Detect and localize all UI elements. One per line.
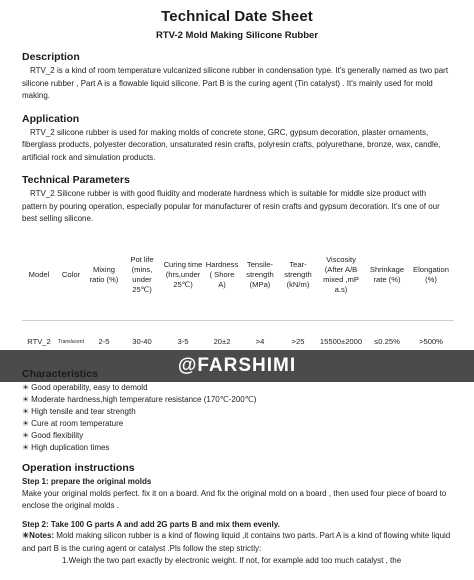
application-text: RTV_2 silicone rubber is used for making molds of concrete stone, GRC, gypsum decoration, plaster ornaments, fiberglass products, polyester decoration, unsaturated resin crafts, polyresin crafts, polyurethane, bronze, wax, candle, artificial rock and simulation products. — [22, 127, 441, 162]
characteristics-list — [22, 382, 454, 454]
application-heading: Application — [22, 112, 80, 125]
list-item: ☀ High duplication times — [22, 443, 110, 452]
step-line: 1.Weigh the two part exactly by electronic weight. If not, for example add too much catalyst , the — [62, 556, 402, 565]
parameters-table — [22, 231, 454, 363]
step1-text: Make your original molds perfect. fix it on a board. And fix the original mold on a board , then used four piece of board to enclose the original molds . — [22, 488, 447, 510]
column-header: Viscosity (After A/B mixed ,mP a.s) — [316, 231, 366, 321]
column-header: Pot life (mins, under 25℃) — [122, 231, 162, 321]
notes-label: ☀Notes: — [22, 531, 55, 540]
sun-bullet-icon: ☀ — [22, 407, 30, 416]
sun-bullet-icon: ☀ — [22, 383, 30, 392]
table-cell: >25 — [291, 336, 305, 346]
column-header: Model — [22, 231, 56, 321]
application-section — [22, 113, 452, 165]
technical-text: RTV_2 Silicone rubber is with good fluidity and moderate hardness which is suitable for middle size product with pattern by pouring operation, especially popular for manufacturer of resin crafts and gypsum decoration. It's one of our best selling silicone. — [22, 189, 440, 223]
table-cell: ≤0.25% — [374, 336, 400, 346]
table-cell: >500% — [419, 336, 443, 346]
characteristics-section — [22, 368, 454, 454]
table-cell: 30-40 — [132, 336, 152, 346]
sun-bullet-icon: ☀ — [22, 431, 30, 440]
notes-paragraph — [22, 530, 454, 555]
table-cell: 15500±2000 — [319, 336, 363, 346]
description-text: RTV_2 is a kind of room temperature vulcanized silicone rubber in condensation type. It's generally named as two part silicone rubber , Part A is a flowable liquid silicone. Part B is the curing agent (Tin catalyst) . It's mainly used for mold making. — [22, 66, 449, 100]
technical-heading: Technical Parameters — [22, 174, 130, 186]
table-cell: 2-5 — [98, 336, 110, 346]
table-cell: 20±2 — [213, 336, 231, 346]
column-header: Tear-strength (kN/m) — [280, 231, 316, 321]
operation-heading: Operation instructions — [22, 462, 135, 474]
step1-title: Step 1: prepare the original molds — [22, 477, 152, 486]
description-heading: Description — [22, 51, 80, 63]
description-section — [22, 51, 452, 103]
list-item: ☀ Cure at room temperature — [22, 419, 124, 428]
sun-bullet-icon: ☀ — [22, 443, 30, 452]
column-header: Tensile-strength (MPa) — [240, 231, 280, 321]
table-cell: RTV_2 — [27, 336, 51, 346]
notes-text: Mold making silicon rubber is a kind of flowing liquid ,it contains two parts. Part A is a kind of flowing white liquid and part B is the curing agent or catalyst .Pls follow the step strictly: — [22, 531, 451, 553]
list-item: ☀ High tensile and tear strength — [22, 407, 136, 416]
step2-title: Step 2: Take 100 G parts A and add 2G parts B and mix them evenly. — [22, 519, 280, 529]
table-cell: 3-5 — [177, 336, 189, 346]
watermark-text: @FARSHIMI — [177, 355, 297, 376]
column-header: Hardness ( Shore A) — [204, 231, 240, 321]
lower-content — [22, 368, 454, 568]
column-header: Curing time (hrs,under 25℃) — [162, 231, 204, 321]
sun-bullet-icon: ☀ — [22, 419, 30, 428]
table-cell: >4 — [255, 336, 265, 346]
list-item: ☀ Moderate hardness,high temperature resistance (170℃-200℃) — [22, 395, 257, 404]
column-header: Color — [56, 231, 86, 321]
column-header: Mixing ratio (%) — [86, 231, 122, 321]
column-header: Shrinkage rate (%) — [366, 231, 408, 321]
sun-bullet-icon: ☀ — [22, 395, 30, 404]
document-title: Technical Date Sheet — [161, 8, 313, 25]
document-subtitle: RTV-2 Mold Making Silicone Rubber — [155, 30, 319, 41]
characteristics-heading: Characteristics — [22, 368, 98, 380]
list-item: ☀ Good operability, easy to demold — [22, 383, 148, 392]
column-header: Elongation (%) — [408, 231, 454, 321]
list-item: ☀ Good flexibility — [22, 431, 84, 440]
table-header-row — [22, 231, 454, 321]
table-cell: Translucent — [58, 338, 84, 345]
technical-parameters-section — [22, 174, 452, 363]
operation-section — [22, 462, 454, 568]
